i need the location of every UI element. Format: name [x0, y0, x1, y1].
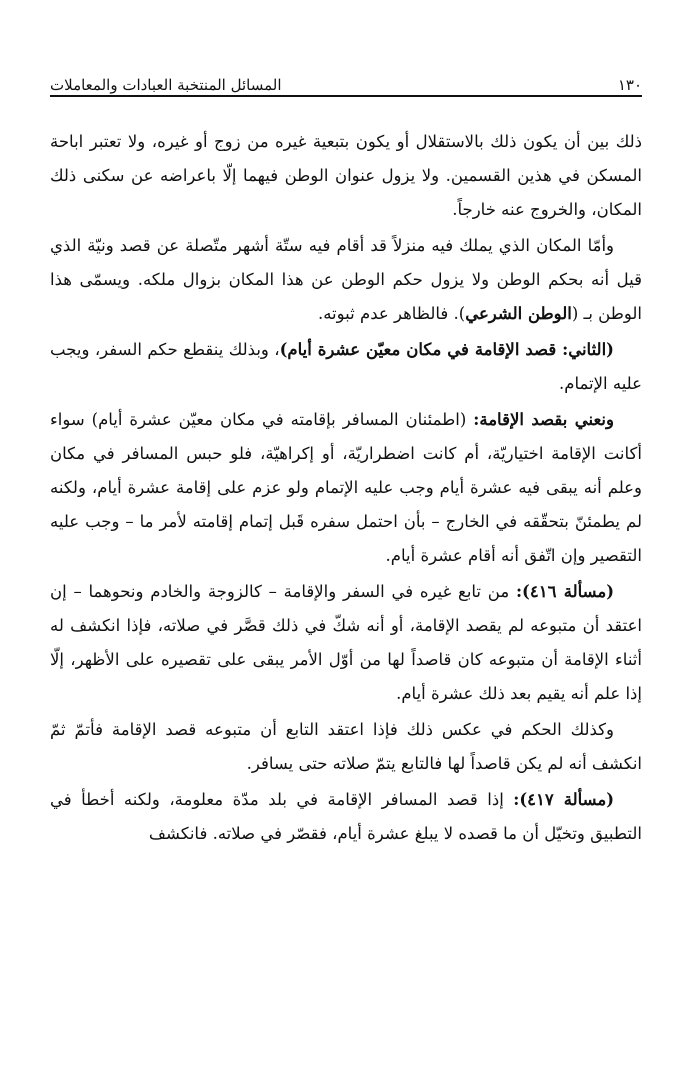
bold-text-run: (مسألة ٤١٧):: [513, 790, 615, 809]
page-number: ١٣٠: [617, 76, 642, 94]
paragraph: [50, 229, 642, 331]
text-run: (اطمئنان المسافر بإقامته في مكان معيّن عشرة أيام) سواء أكانت الإقامة اختياريّة، أم كانت اضطراريّة، أو إكراهيّة، فلو حبس المسافر في مكان وعلم أنه يبقى فيه عشرة أيام وجب عليه الإتمام ولو عزم على إقامة عشرة أيام، ولكنه لم يطمئنّ بتحقّقه في الخارج – بأن احتمل سفره قَبل إتمام إقامته لأمر ما – وجب عليه التقصير وإن اتّفق أنه أقام عشرة أيام.: [50, 410, 642, 565]
text-run: ذلك بين أن يكون ذلك بالاستقلال أو يكون بتبعية غيره من زوج أو غيره، ولا تعتبر اباحة المسكن في هذين القسمين. ولا يزول عنوان الوطن فيهما إلّا باعراضه عن سكنى ذلك المكان، والخروج عنه خارجاً.: [50, 132, 642, 219]
header-rule: [50, 95, 642, 97]
paragraph: [50, 575, 642, 711]
running-title: المسائل المنتخبة العبادات والمعاملات: [50, 76, 282, 94]
text-run: إذا قصد المسافر الإقامة في بلد مدّة معلومة، ولكنه أخطأ في التطبيق وتخيّل أن ما قصده لا يبلغ عشرة أيام، فقصّر في صلاته. فانكشف: [50, 790, 642, 843]
page-header: [50, 66, 642, 94]
page-body: [50, 125, 642, 853]
bold-text-run: (الثاني: قصد الإقامة في مكان معيّن عشرة أيام): [279, 340, 614, 359]
paragraph: [50, 783, 642, 851]
paragraph: [50, 333, 642, 401]
text-run: ). فالظاهر عدم ثبوته.: [317, 304, 466, 323]
paragraph: [50, 403, 642, 573]
bold-text-run: الوطن الشرعي: [465, 304, 572, 323]
text-run: وكذلك الحكم في عكس ذلك فإذا اعتقد التابع أن متبوعه قصد الإقامة فأتمّ ثمّ انكشف أنه لم يكن قاصداً لها فالتابع يتمّ صلاته حتى يسافر.: [50, 720, 642, 773]
text-run: ، وبذلك ينقطع حكم السفر، ويجب عليه الإتمام.: [50, 340, 642, 393]
bold-text-run: ونعني بقصد الإقامة:: [473, 410, 614, 429]
bold-text-run: (مسألة ٤١٦):: [515, 582, 614, 601]
paragraph: [50, 125, 642, 227]
text-run: من تابع غيره في السفر والإقامة – كالزوجة والخادم ونحوهما – إن اعتقد أن متبوعه لم يقصد الإقامة، أو أنه شكّ في ذلك قصَّر في صلاته، فإذا انكشف له أثناء الإقامة أن متبوعه كان قاصداً لها من أوّل الأمر يبقى على تقصيره على الأظهر، إلّا إذا علم أنه يقيم بعد ذلك عشرة أيام.: [50, 582, 642, 703]
paragraph: [50, 713, 642, 781]
text-run: وأمّا المكان الذي يملك فيه منزلاً قد أقام فيه ستّة أشهر متّصلة عن قصد ونيّة الذي قيل أنه بحكم الوطن ولا يزول حكم الوطن عن هذا المكان بزوال ملكه. ويسمّى هذا الوطن بـ (: [50, 236, 642, 323]
